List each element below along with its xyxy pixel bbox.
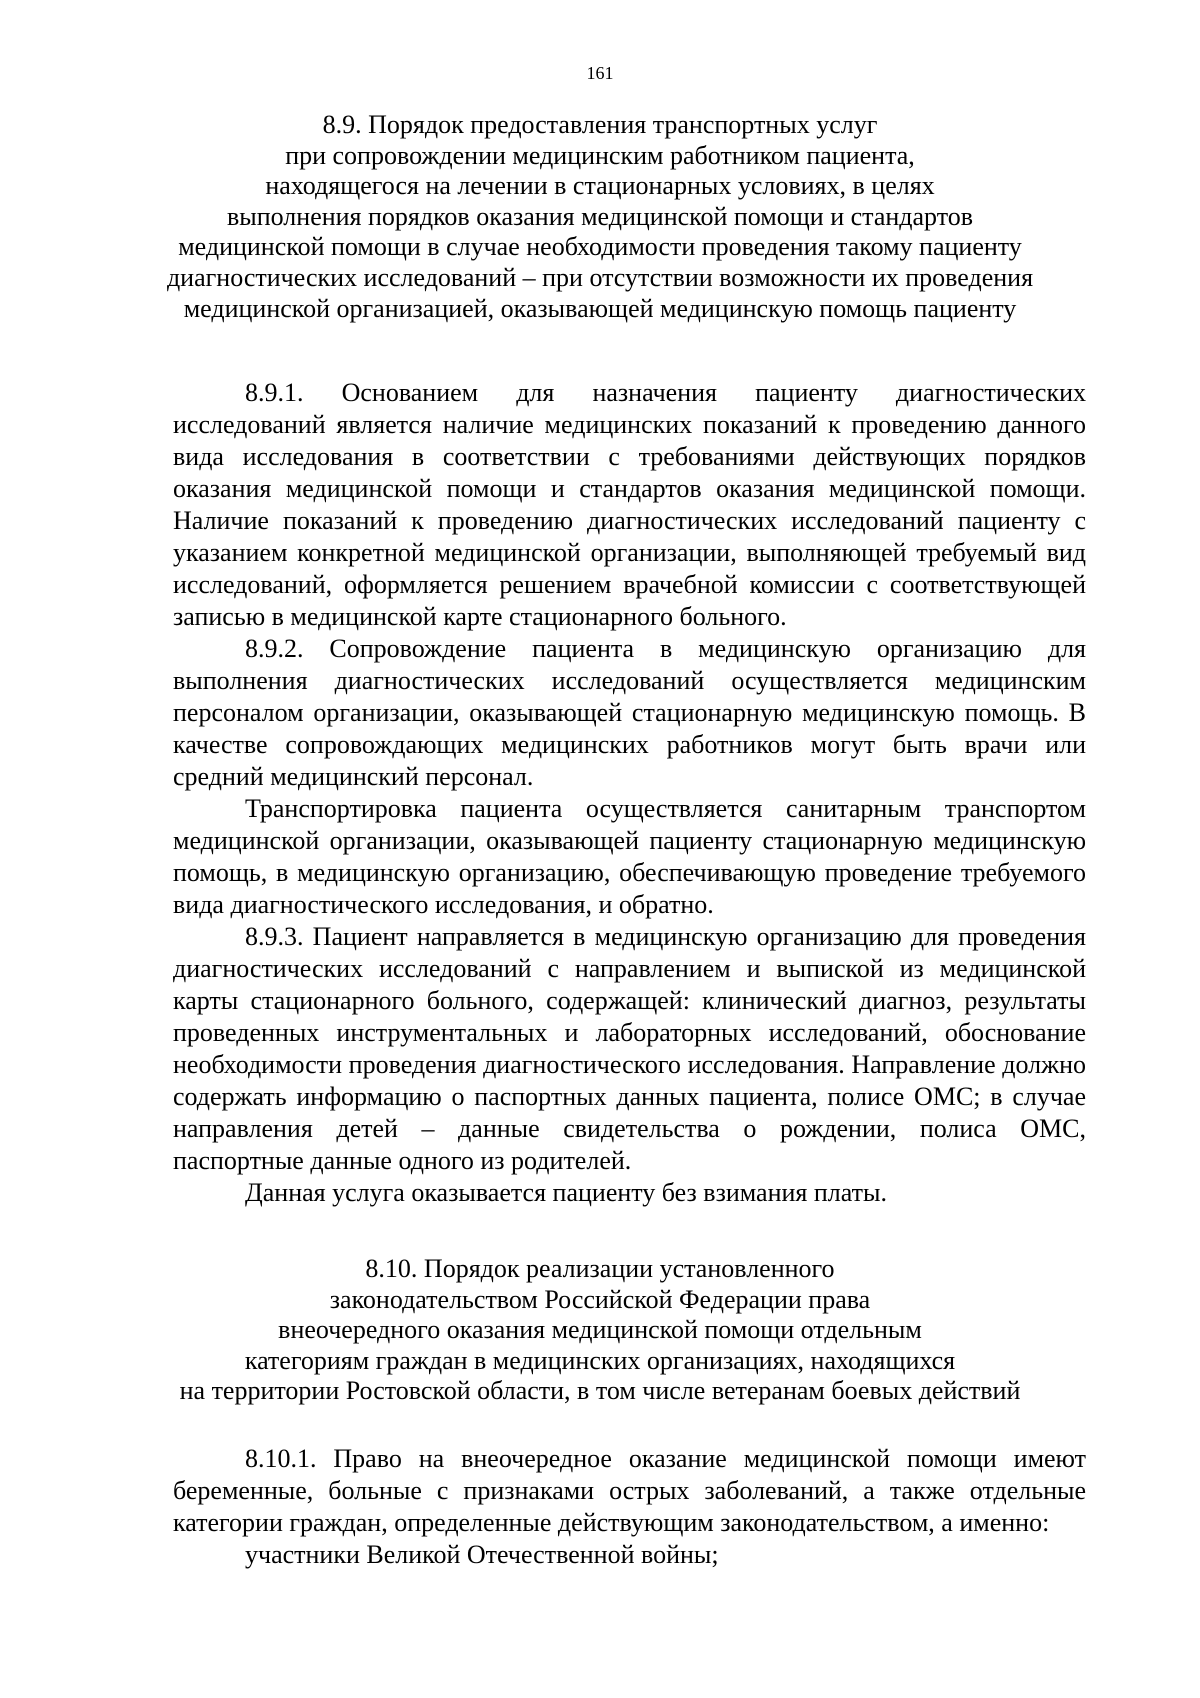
paragraph-8-10-1: 8.10.1. Право на внеочередное оказание медицинской помощи имеют беременные, больные с признаками острых заболеваний, а также отдельные категории граждан, определенные действующим законодательством, а именно: <box>173 1444 1086 1537</box>
section-8-10-body <box>173 1443 1086 1571</box>
list-item-veterans: участники Великой Отечественной войны; <box>245 1540 719 1569</box>
paragraph-transport: Транспортировка пациента осуществляется санитарным транспортом медицинской организации, оказывающей пациенту стационарную медицинскую помощь, в медицинскую организацию, обеспечивающую проведение требуемого вида диагностического исследования, и обратно. <box>173 794 1086 919</box>
paragraph-8-9-2: 8.9.2. Сопровождение пациента в медицинскую организацию для выполнения диагностических исследований осуществляется медицинским персоналом организации, оказывающей стационарную медицинскую помощь. В качестве сопровождающих медицинских работников могут быть врачи или средний медицинский персонал. <box>173 634 1086 791</box>
paragraph-8-9-1: 8.9.1. Основанием для назначения пациенту диагностических исследований является наличие медицинских показаний к проведению данного вида исследования в соответствии с требованиями действующих порядков оказания медицинской помощи и стандартов оказания медицинской помощи. Наличие показаний к проведению диагностических исследований пациенту с указанием конкретной медицинской организации, выполняющей требуемый вид исследований, оформляется решением врачебной комиссии с соответствующей записью в медицинской карте стационарного больного. <box>173 378 1086 631</box>
section-title-line: находящегося на лечении в стационарных условиях, в целях <box>265 171 935 201</box>
section-title-line: диагностических исследований – при отсутствии возможности их проведения <box>166 262 1034 292</box>
page-number: 161 <box>586 63 614 83</box>
section-title-line: внеочередного оказания медицинской помощи отдельным <box>278 1315 922 1345</box>
section-title-line: при сопровождении медицинским работником пациента, <box>285 140 915 170</box>
section-title-line: медицинской организацией, оказывающей медицинскую помощь пациенту <box>183 293 1017 323</box>
section-title-line: выполнения порядков оказания медицинской помощи и стандартов <box>226 201 973 231</box>
paragraph-8-9-3: 8.9.3. Пациент направляется в медицинскую организацию для проведения диагностических исследований с направлением и выпиской из медицинской карты стационарного больного, содержащей: клинический диагноз, результаты проведенных инструментальных и лабораторных исследований, обоснование необходимости проведения диагностического исследования. Направление должно содержать информацию о паспортных данных пациента, полисе ОМС; в случае направления детей – данные свидетельства о рождении, полиса ОМС, паспортные данные одного из родителей. <box>173 922 1086 1175</box>
section-8-10-title <box>150 1254 1050 1407</box>
section-8-9-title <box>150 110 1050 324</box>
section-title-line: законодательством Российской Федерации права <box>329 1284 871 1314</box>
section-title-line: 8.9. Порядок предоставления транспортных услуг <box>322 110 878 139</box>
section-title-line: 8.10. Порядок реализации установленного <box>365 1254 835 1283</box>
section-8-9-body <box>173 377 1086 1209</box>
paragraph-free-service: Данная услуга оказывается пациенту без взимания платы. <box>245 1178 887 1207</box>
section-title-line: на территории Ростовской области, в том числе ветеранам боевых действий <box>179 1376 1021 1406</box>
section-title-line: медицинской помощи в случае необходимости проведения такому пациенту <box>178 232 1022 262</box>
section-title-line: категориям граждан в медицинских организациях, находящихся <box>244 1345 956 1375</box>
